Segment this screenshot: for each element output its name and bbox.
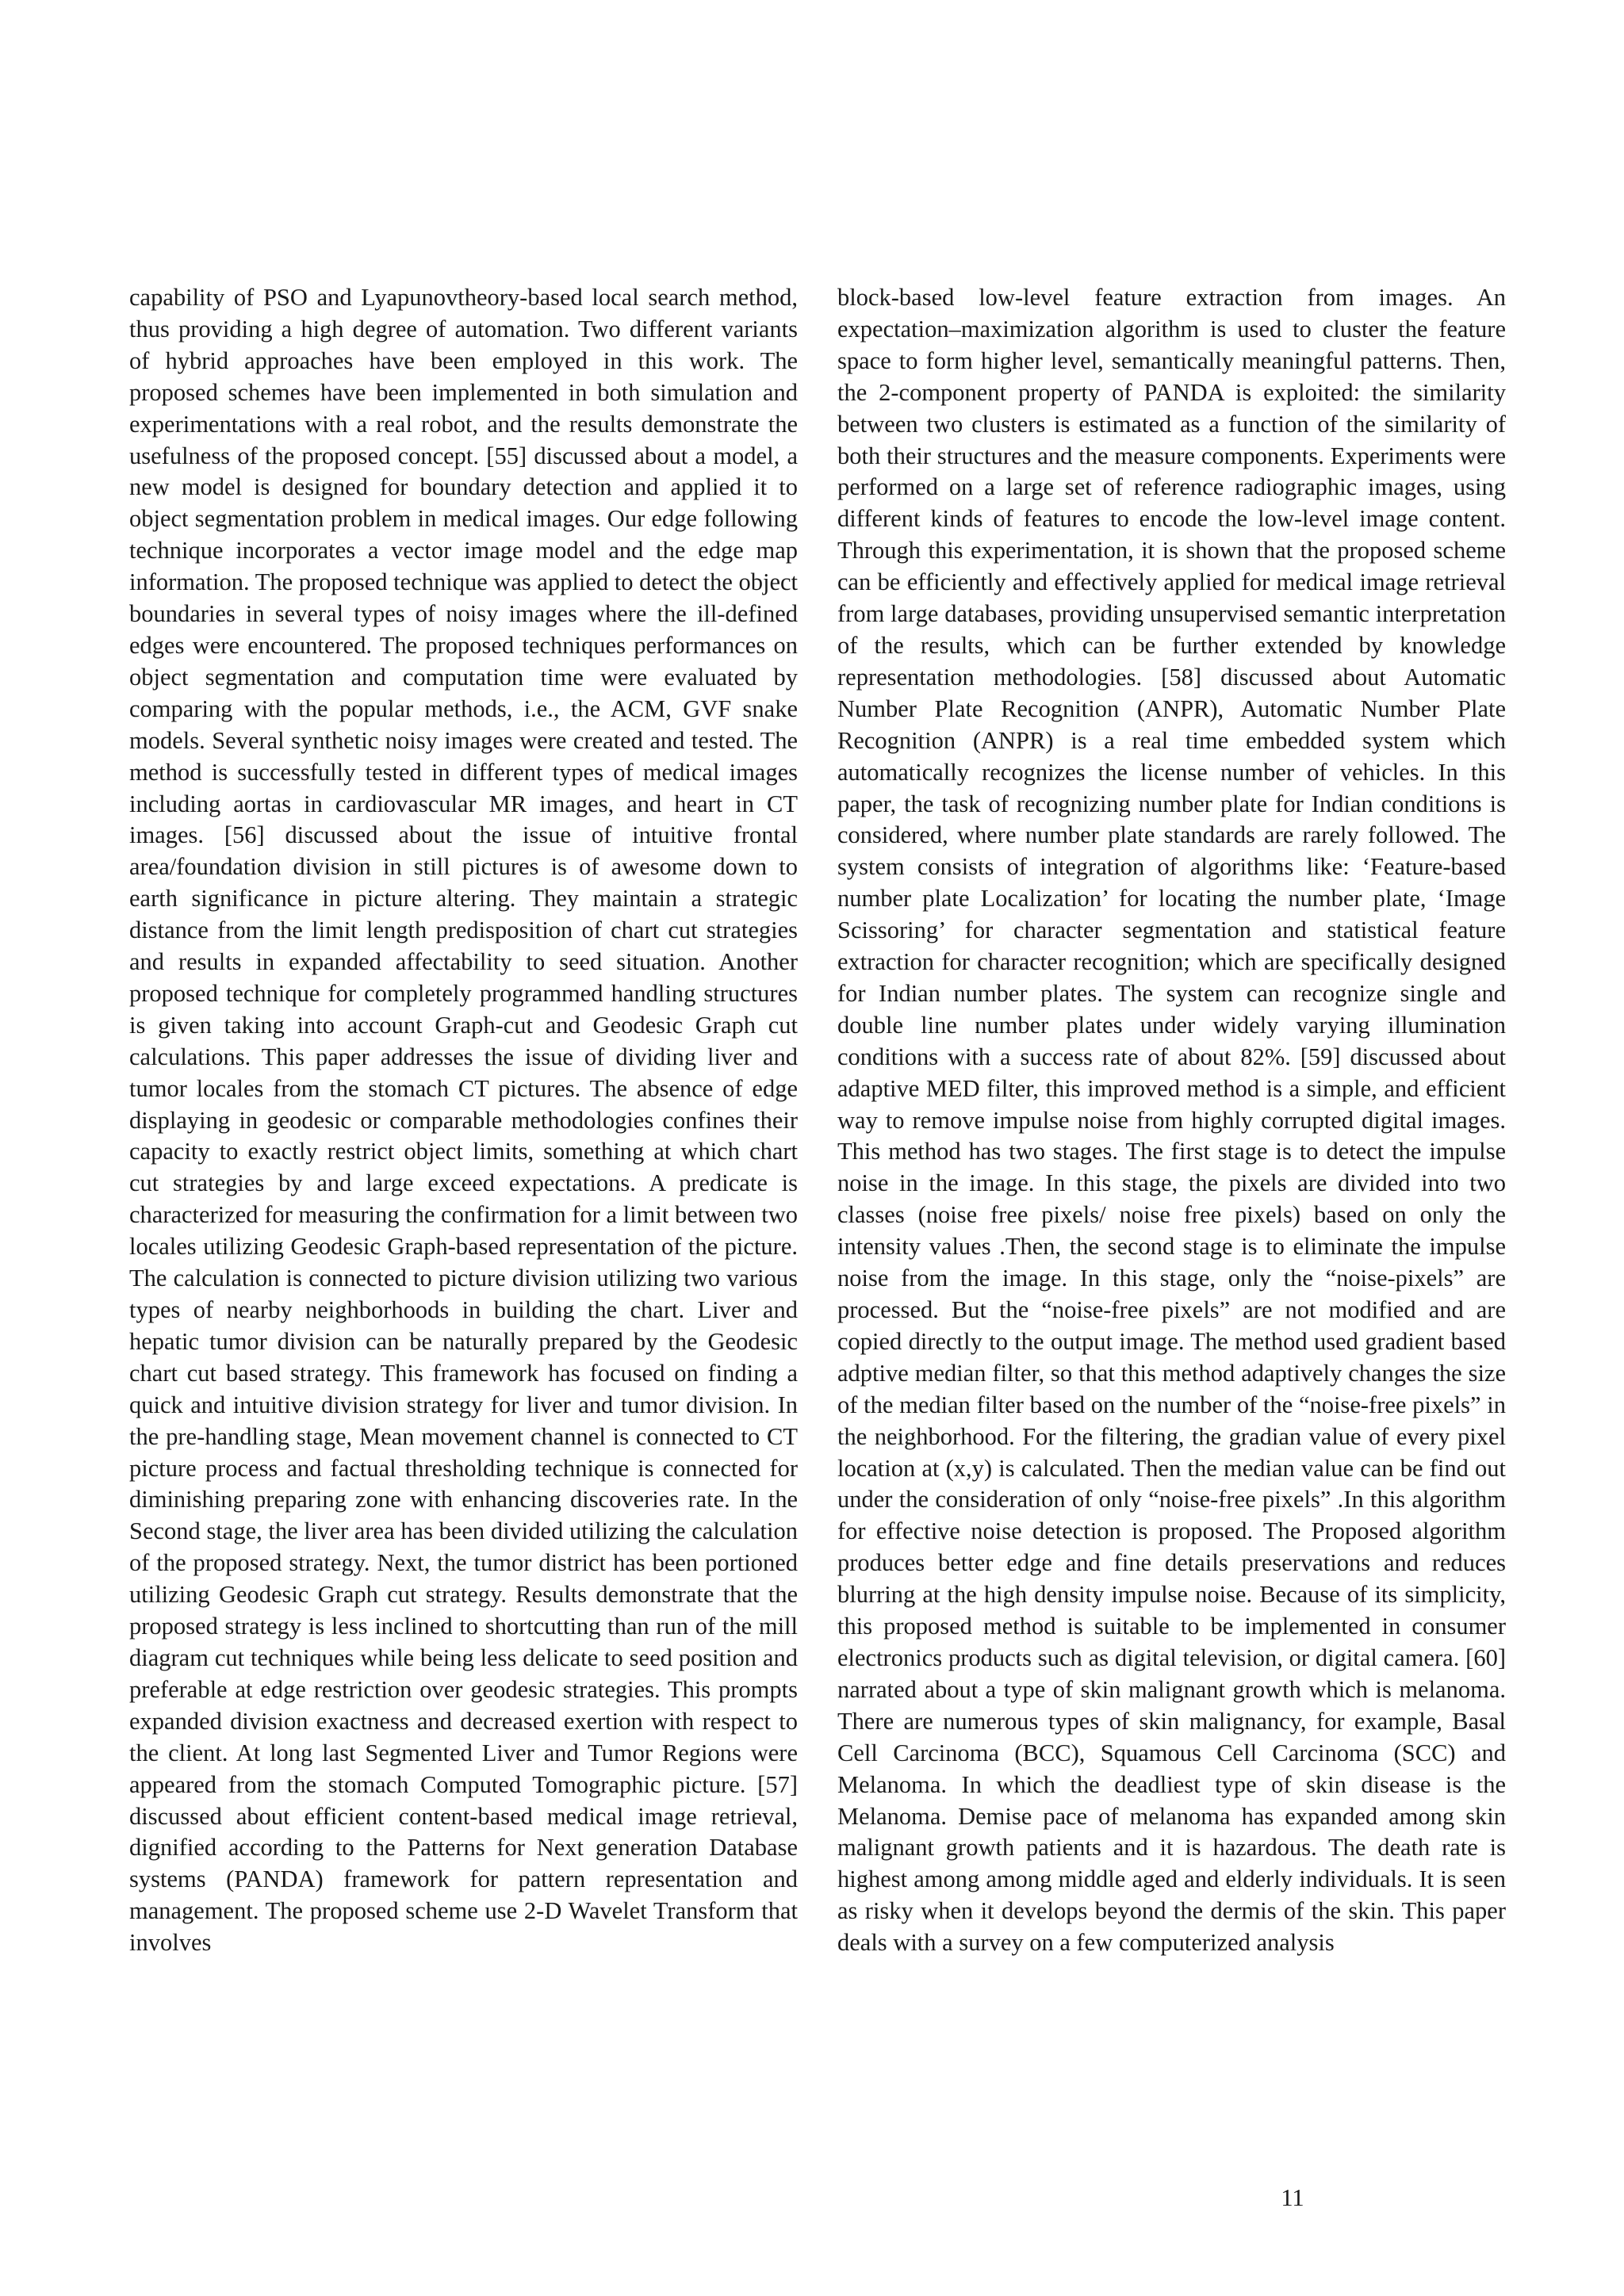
text-column-left <box>129 282 798 2153</box>
body-paragraph-left: capability of PSO and Lyapunovtheory-based local search method, thus providing a high degree of automation. Two different variants of hybrid approaches have been employed in this work. The proposed schemes have been implemented in both simulation and experimentations with a real robot, and the results demonstrate the usefulness of the proposed concept. [55] discussed about a model, a new model is designed for boundary detection and applied it to object segmentation problem in medical images. Our edge following technique incorporates a vector image model and the edge map information. The proposed technique was applied to detect the object boundaries in several types of noisy images where the ill-defined edges were encountered. The proposed techniques performances on object segmentation and computation time were evaluated by comparing with the popular methods, i.e., the ACM, GVF snake models. Several synthetic noisy images were created and tested. The method is successfully tested in different types of medical images including aortas in cardiovascular MR images, and heart in CT images. [56] discussed about the issue of intuitive frontal area/foundation division in still pictures is of awesome down to earth significance in picture altering. They maintain a strategic distance from the limit length predisposition of chart cut strategies and results in expanded affectability to seed situation. Another proposed technique for completely programmed handling structures is given taking into account Graph-cut and Geodesic Graph cut calculations. This paper addresses the issue of dividing liver and tumor locales from the stomach CT pictures. The absence of edge displaying in geodesic or comparable methodologies confines their capacity to exactly restrict object limits, something at which chart cut strategies by and large exceed expectations. A predicate is characterized for measuring the confirmation for a limit between two locales utilizing Geodesic Graph-based representation of the picture. The calculation is connected to picture division utilizing two various types of nearby neighborhoods in building the chart. Liver and hepatic tumor division can be naturally prepared by the Geodesic chart cut based strategy. This framework has focused on finding a quick and intuitive division strategy for liver and tumor division. In the pre-handling stage, Mean movement channel is connected to CT picture process and factual thresholding technique is connected for diminishing preparing zone with enhancing discoveries rate. In the Second stage, the liver area has been divided utilizing the calculation of the proposed strategy. Next, the tumor district has been portioned utilizing Geodesic Graph cut strategy. Results demonstrate that the proposed strategy is less inclined to shortcutting than run of the mill diagram cut techniques while being less delicate to seed position and preferable at edge restriction over geodesic strategies. This prompts expanded division exactness and decreased exertion with respect to the client. At long last Segmented Liver and Tumor Regions were appeared from the stomach Computed Tomographic picture. [57] discussed about efficient content-based medical image retrieval, dignified according to the Patterns for Next generation Database systems (PANDA) framework for pattern representation and management. The proposed scheme use 2-D Wavelet Transform that involves <box>129 284 798 1957</box>
body-paragraph-right: block-based low-level feature extraction from images. An expectation–maximization algorithm is used to cluster the feature space to form higher level, semantically meaningful patterns. Then, the 2-component property of PANDA is exploited: the similarity between two clusters is estimated as a function of the similarity of both their structures and the measure components. Experiments were performed on a large set of reference radiographic images, using different kinds of features to encode the low-level image content. Through this experimentation, it is shown that the proposed scheme can be efficiently and effectively applied for medical image retrieval from large databases, providing unsupervised semantic interpretation of the results, which can be further extended by knowledge representation methodologies. [58] discussed about Automatic Number Plate Recognition (ANPR), Automatic Number Plate Recognition (ANPR) is a real time embedded system which automatically recognizes the license number of vehicles. In this paper, the task of recognizing number plate for Indian conditions is considered, where number plate standards are rarely followed. The system consists of integration of algorithms like: ‘Feature-based number plate Localization’ for locating the number plate, ‘Image Scissoring’ for character segmentation and statistical feature extraction for character recognition; which are specifically designed for Indian number plates. The system can recognize single and double line number plates under widely varying illumination conditions with a success rate of about 82%. [59] discussed about adaptive MED filter, this improved method is a simple, and efficient way to remove impulse noise from highly corrupted digital images. This method has two stages. The first stage is to detect the impulse noise in the image. In this stage, the pixels are divided into two classes (noise free pixels/ noise free pixels) based on only the intensity values .Then, the second stage is to eliminate the impulse noise from the image. In this stage, only the “noise-pixels” are processed. But the “noise-free pixels” are not modified and are copied directly to the output image. The method used gradient based adptive median filter, so that this method adaptively changes the size of the median filter based on the number of the “noise-free pixels” in the neighborhood. For the filtering, the gradian value of every pixel location at (x,y) is calculated. Then the median value can be find out under the consideration of only “noise-free pixels” .In this algorithm for effective noise detection is proposed. The Proposed algorithm produces better edge and fine details preservations and reduces blurring at the high density impulse noise. Because of its simplicity, this proposed method is suitable to be implemented in consumer electronics products such as digital television, or digital camera. [60] narrated about a type of skin malignant growth which is melanoma. There are numerous types of skin malignancy, for example, Basal Cell Carcinoma (BCC), Squamous Cell Carcinoma (SCC) and Melanoma. In which the deadliest type of skin disease is the Melanoma. Demise pace of melanoma has expanded among skin malignant growth patients and it is hazardous. The death rate is highest among among middle aged and elderly individuals. It is seen as risky when it develops beyond the dermis of the skin. This paper deals with a survey on a few computerized analysis <box>837 284 1506 1957</box>
page-number: 11 <box>1281 2184 1304 2211</box>
text-column-right <box>837 282 1506 2153</box>
